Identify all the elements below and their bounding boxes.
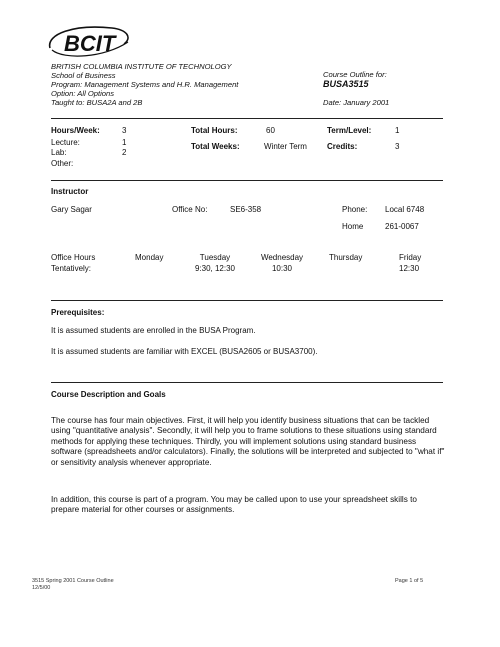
logo-text: BCIT [64, 31, 116, 56]
instructor-divider [51, 300, 443, 301]
program-line: Program: Management Systems and H.R. Management [51, 80, 239, 89]
day-thursday: Thursday [329, 253, 363, 262]
total-weeks-value: Winter Term [264, 142, 307, 151]
total-weeks-label: Total Weeks: [191, 142, 240, 151]
description-paragraph-2: In addition, this course is part of a program. You may be called upon to use your spreadsheet skills to prepare material for other courses or assignments. [51, 495, 417, 515]
taught-to-line: Taught to: BUSA2A and 2B [51, 98, 143, 107]
total-hours-value: 60 [266, 126, 275, 135]
bcit-logo-graphic [44, 20, 134, 62]
time-tuesday: 9:30, 12:30 [194, 264, 236, 273]
hours-week-label: Hours/Week: [51, 126, 100, 135]
time-wednesday: 10:30 [271, 264, 293, 273]
description-paragraph-1: The course has four main objectives. First, it will help you identify business situations that can be tackled using "quantitative analysis". Secondly, it will help you to frame solutions to these situations using standard methods for applying these techniques. Thirdly, you will implement solutions using standard business software (spreadsheets and/or calculators). Finally, the solutions will be interpreted and subjected to "what if" or sensitivity analysis whenever appropriate. [51, 416, 445, 467]
option-line: Option: All Options [51, 89, 115, 98]
home-label: Home [342, 222, 364, 231]
credits-value: 3 [395, 142, 400, 151]
school-name: School of Business [51, 71, 116, 80]
prerequisites-divider [51, 382, 443, 383]
footer-page-number: Page 1 of 5 [395, 578, 424, 584]
outline-date: Date: January 2001 [323, 98, 390, 107]
prerequisites-heading: Prerequisites: [51, 308, 105, 317]
bcit-logo [44, 20, 134, 62]
course-code: BUSA3515 [323, 79, 369, 89]
office-hours-label: Office Hours [51, 253, 96, 262]
day-friday: Friday [399, 253, 422, 262]
term-level-value: 1 [395, 126, 400, 135]
lecture-label: Lecture: [51, 138, 80, 147]
summary-divider [51, 180, 443, 181]
institution-name: BRITISH COLUMBIA INSTITUTE OF TECHNOLOGY [51, 62, 232, 71]
prerequisite-line-2: It is assumed students are familiar with EXCEL (BUSA2605 or BUSA3700). [51, 347, 318, 356]
instructor-heading: Instructor [51, 187, 89, 196]
office-label: Office No: [172, 205, 208, 214]
tentatively-label: Tentatively: [51, 264, 92, 273]
outline-label: Course Outline for: [323, 70, 387, 79]
hours-week-value: 3 [122, 126, 127, 135]
lab-value: 2 [122, 148, 127, 157]
lab-label: Lab: [51, 148, 67, 157]
header-divider [51, 118, 443, 119]
phone-label: Phone: [342, 205, 368, 214]
other-label: Other: [51, 159, 74, 168]
credits-label: Credits: [327, 142, 358, 151]
lecture-value: 1 [122, 138, 127, 147]
footer-left-line-2: 12/5/00 [32, 585, 51, 591]
office-value: SE6-358 [230, 205, 262, 214]
day-wednesday: Wednesday [260, 253, 304, 262]
description-heading: Course Description and Goals [51, 390, 166, 399]
term-level-label: Term/Level: [327, 126, 372, 135]
footer-left-line-1: 3515 Spring 2001 Course Outline [32, 578, 114, 584]
total-hours-label: Total Hours: [191, 126, 238, 135]
home-value: 261-0067 [385, 222, 419, 231]
prerequisite-line-1: It is assumed students are enrolled in the BUSA Program. [51, 326, 256, 335]
day-monday: Monday [135, 253, 164, 262]
phone-value: Local 6748 [385, 205, 425, 214]
time-friday: 12:30 [399, 264, 420, 273]
instructor-name: Gary Sagar [51, 205, 92, 214]
day-tuesday: Tuesday [199, 253, 231, 262]
